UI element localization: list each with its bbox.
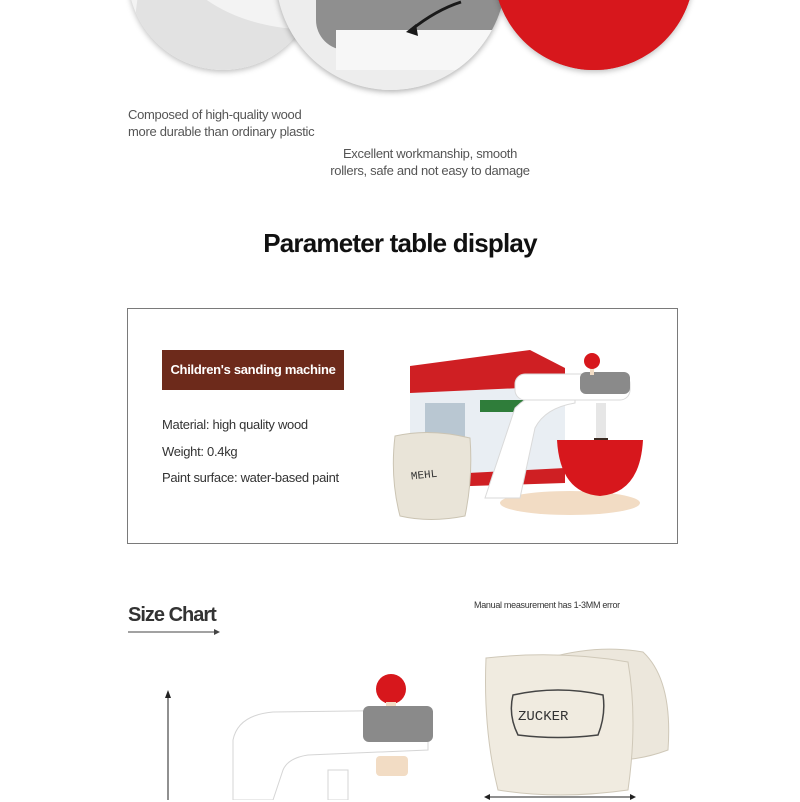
red-knob xyxy=(584,353,600,369)
size-sugar-bag-image xyxy=(478,640,683,800)
grey-roller-circle xyxy=(276,0,506,90)
red-bowl xyxy=(557,440,643,496)
height-arrow-icon xyxy=(163,690,173,800)
durable-caption-line1: Composed of high-quality wood xyxy=(128,107,302,122)
bag-label: MEHL xyxy=(410,468,438,484)
arrow-right-icon xyxy=(128,627,220,637)
spec-paint-surface: Paint surface: water-based paint xyxy=(162,470,339,485)
product-name-badge: Children's sanding machine xyxy=(162,350,344,390)
product-image xyxy=(385,348,655,528)
red-bowl-image xyxy=(494,0,694,70)
size-chart-title: Size Chart xyxy=(128,604,216,626)
workmanship-caption xyxy=(310,145,550,179)
workmanship-caption-line1: Excellent workmanship, smooth xyxy=(342,146,518,161)
size-bag-label: ZUCKER xyxy=(518,709,569,725)
workmanship-caption-line2: rollers, safe and not easy to damage xyxy=(330,163,530,178)
durable-caption-line2: more durable than ordinary plastic xyxy=(128,124,315,139)
spec-weight: Weight: 0.4kg xyxy=(162,444,238,459)
durable-caption xyxy=(128,106,358,140)
parameter-section-title: Parameter table display xyxy=(263,228,537,258)
size-mixer-image xyxy=(228,670,468,800)
red-bowl-circle xyxy=(494,0,694,70)
size-red-knob xyxy=(376,674,406,704)
measurement-note: Manual measurement has 1-3MM error xyxy=(474,600,620,610)
spec-material: Material: high quality wood xyxy=(162,417,308,432)
grey-roller-image xyxy=(276,0,506,90)
width-arrow-icon xyxy=(484,792,636,802)
